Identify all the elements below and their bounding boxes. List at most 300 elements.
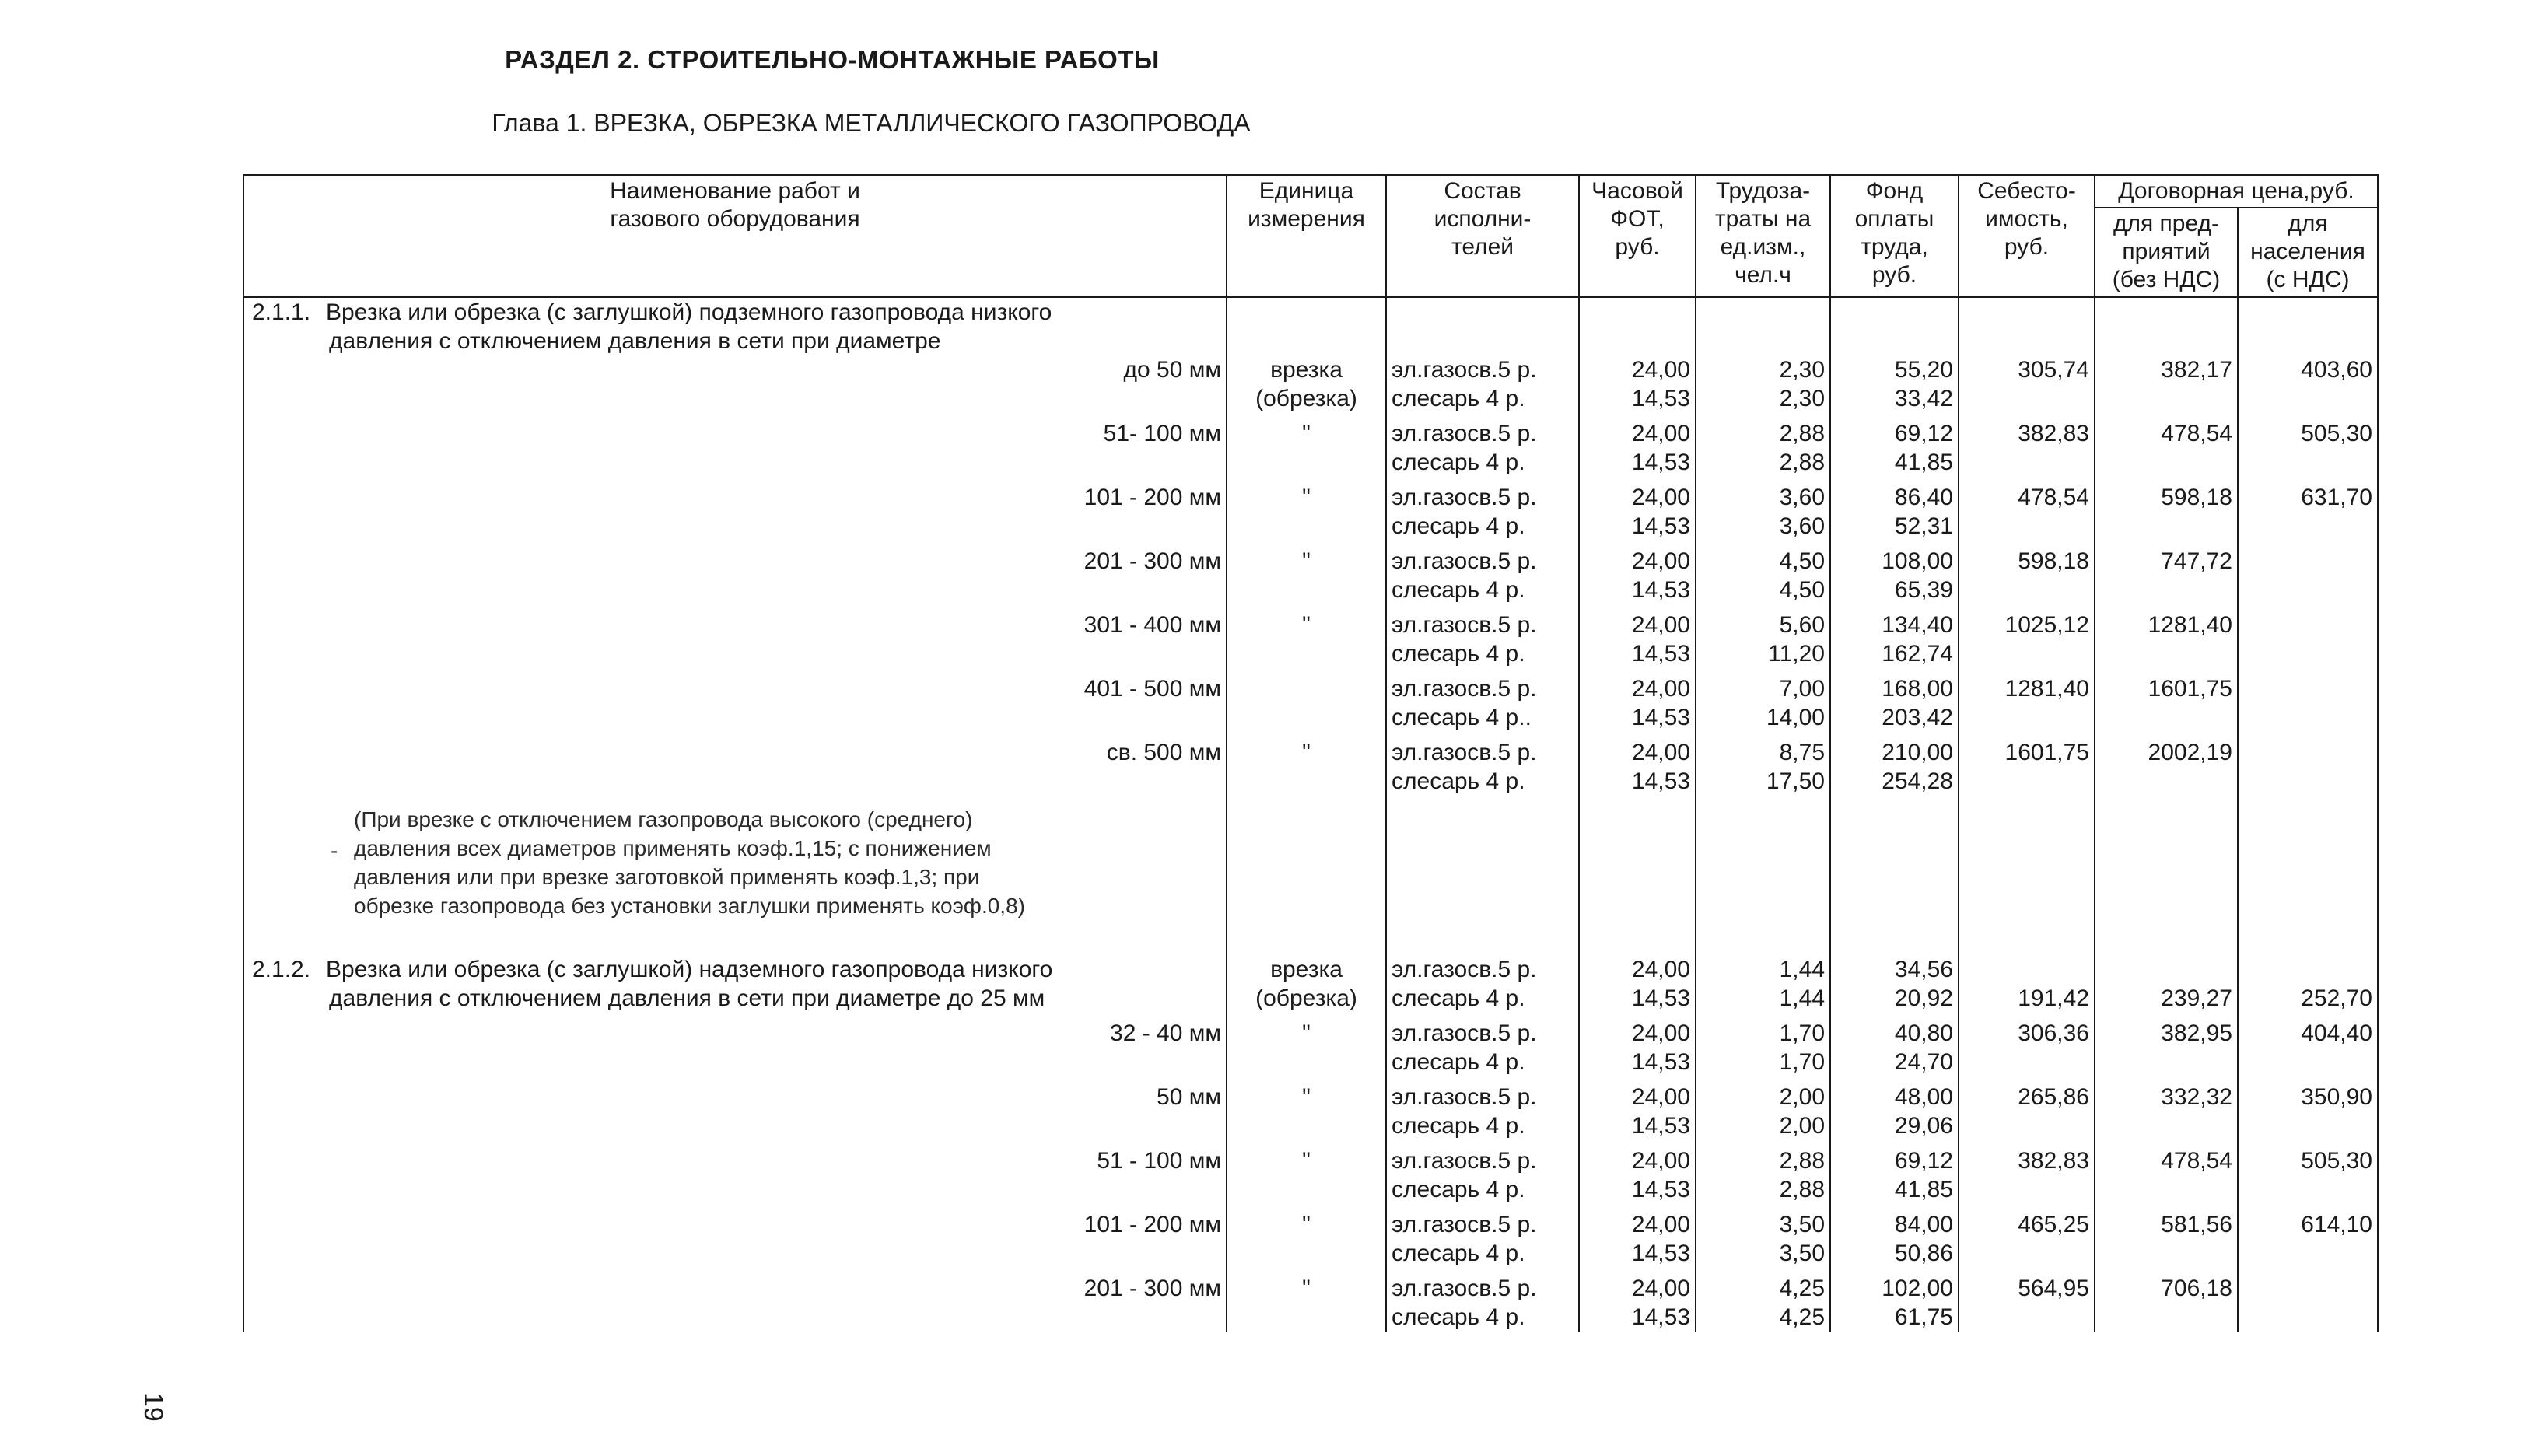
- spacer-cell: [1579, 1204, 1696, 1210]
- table-row: [243, 1274, 2378, 1332]
- labor-cell: [1696, 1210, 1830, 1268]
- fund-cell: [1830, 1210, 1959, 1268]
- cost-cell-line: 1025,12: [2004, 612, 2089, 638]
- labor-cell-line: 4,50: [1779, 577, 1825, 603]
- spacer-cell: [2238, 477, 2378, 483]
- population-price-cell: [2238, 419, 2378, 477]
- section-heading: [249, 298, 1221, 355]
- unit-cell: [1227, 949, 1386, 1013]
- workers-cell-line: слесарь 4 р.: [1392, 1177, 1525, 1202]
- empty-cell: [2095, 297, 2238, 356]
- population-price-cell: [2238, 611, 2378, 668]
- population-price-cell: [2238, 1274, 2378, 1332]
- page-number: 19: [138, 1392, 168, 1422]
- spacer-cell: [2095, 604, 2238, 611]
- spacer-cell: [1959, 1268, 2095, 1274]
- population-price-cell-line: 631,70: [2301, 485, 2372, 510]
- header-population: для населения (с НДС): [2238, 208, 2378, 297]
- spacer-cell: [1579, 413, 1696, 419]
- fund-cell: [1830, 1083, 1959, 1140]
- cost-cell-line: 1281,40: [2004, 676, 2089, 702]
- diameter-cell: [243, 1274, 1227, 1332]
- spacer-row: [243, 477, 2378, 483]
- coefficient-note: [249, 805, 1221, 920]
- labor-cell: [1696, 419, 1830, 477]
- spacer-cell: [1386, 1268, 1579, 1274]
- spacer-cell: [1696, 413, 1830, 419]
- table-row: [243, 419, 2378, 477]
- population-price-cell: [2238, 1210, 2378, 1268]
- population-price-cell-line: [2243, 1274, 2372, 1303]
- fund-cell-line: 102,00: [1882, 1276, 1953, 1301]
- spacer-cell: [243, 1204, 1227, 1210]
- diameter-cell-line: 51- 100 мм: [1103, 421, 1221, 446]
- enterprise-price-cell-line: 382,17: [2161, 357, 2232, 383]
- empty-cell: [1579, 796, 1696, 920]
- spacer-cell: [1227, 1076, 1386, 1083]
- spacer-cell: [1830, 1140, 1959, 1146]
- diameter-cell-line: 101 - 200 мм: [1083, 485, 1221, 510]
- spacer-cell: [1830, 1204, 1959, 1210]
- unit-cell-line: врезка: [1270, 957, 1343, 982]
- fund-cell-line: 20,92: [1894, 985, 1953, 1011]
- fund-cell-line: 69,12: [1894, 1148, 1953, 1174]
- spacer-cell: [1227, 1268, 1386, 1274]
- spacer-cell: [1579, 604, 1696, 611]
- table-row: [243, 738, 2378, 796]
- empty-cell: [1696, 796, 1830, 920]
- spacer-cell: [1830, 1013, 1959, 1019]
- header-enterprise: для пред- приятий (без НДС): [2095, 208, 2238, 297]
- fund-cell: [1830, 611, 1959, 668]
- hourly-cell-line: 14,53: [1631, 1241, 1690, 1266]
- header-hourly: Часовой ФОТ, руб.: [1579, 175, 1696, 297]
- diameter-cell: [243, 419, 1227, 477]
- fund-cell-line: 61,75: [1894, 1304, 1953, 1330]
- hourly-cell-line: 24,00: [1631, 676, 1690, 702]
- enterprise-price-cell: [2095, 419, 2238, 477]
- population-price-cell-line: [2243, 611, 2372, 639]
- workers-cell: [1386, 1210, 1579, 1268]
- labor-cell-line: 4,50: [1779, 548, 1825, 574]
- spacer-cell: [1386, 604, 1579, 611]
- diameter-cell: [243, 1019, 1227, 1076]
- spacer-row: [243, 732, 2378, 738]
- cost-cell: [1959, 1274, 2095, 1332]
- diameter-cell-line: 301 - 400 мм: [1083, 612, 1221, 638]
- spacer-cell: [1696, 1268, 1830, 1274]
- spacer-cell: [1227, 732, 1386, 738]
- unit-cell-line: ": [1302, 612, 1311, 638]
- spacer-cell: [2095, 920, 2238, 949]
- spacer-cell: [1959, 1013, 2095, 1019]
- unit-cell: [1227, 738, 1386, 796]
- cost-cell: [1959, 355, 2095, 413]
- population-price-cell: [2238, 1146, 2378, 1204]
- enterprise-price-cell-line: 239,27: [2161, 985, 2232, 1011]
- hourly-cell-line: 14,53: [1631, 641, 1690, 667]
- population-price-cell-line: 350,90: [2301, 1084, 2372, 1110]
- unit-cell-line: ": [1302, 1020, 1311, 1046]
- workers-cell-line: слесарь 4 р..: [1392, 705, 1532, 730]
- spacer-cell: [2238, 413, 2378, 419]
- table-row: [243, 1210, 2378, 1268]
- unit-cell: [1227, 674, 1386, 732]
- spacer-cell: [1696, 1013, 1830, 1019]
- labor-cell: [1696, 547, 1830, 604]
- diameter-cell-line: 201 - 300 мм: [1083, 548, 1221, 574]
- labor-cell: [1696, 1083, 1830, 1140]
- unit-cell: [1227, 1210, 1386, 1268]
- fund-cell: [1830, 1274, 1959, 1332]
- spacer-cell: [2238, 732, 2378, 738]
- note-row: [243, 796, 2378, 920]
- labor-cell-line: 1,44: [1779, 957, 1825, 982]
- labor-cell-line: 2,30: [1779, 357, 1825, 383]
- hourly-cell-line: 14,53: [1631, 1177, 1690, 1202]
- workers-cell: [1386, 483, 1579, 541]
- spacer-cell: [1696, 920, 1830, 949]
- diameter-cell-line: св. 500 мм: [1106, 740, 1221, 765]
- spacer-cell: [1227, 920, 1386, 949]
- unit-cell-line: [1232, 639, 1381, 668]
- spacer-cell: [1386, 1204, 1579, 1210]
- diameter-cell: [243, 1146, 1227, 1204]
- spacer-cell: [1959, 477, 2095, 483]
- enterprise-price-cell: [2095, 1019, 2238, 1076]
- spacer-cell: [243, 1140, 1227, 1146]
- spacer-cell: [1830, 477, 1959, 483]
- hourly-cell: [1579, 1146, 1696, 1204]
- enterprise-price-cell-line: 1601,75: [2148, 676, 2232, 702]
- hourly-cell-line: 14,53: [1631, 768, 1690, 794]
- labor-cell-line: 3,50: [1779, 1241, 1825, 1266]
- unit-cell-line: (обрезка): [1255, 386, 1357, 411]
- spacer-cell: [2095, 1013, 2238, 1019]
- section-number: 2.1.2.: [252, 957, 311, 982]
- unit-cell-line: [1232, 1239, 1381, 1268]
- spacer-cell: [1830, 920, 1959, 949]
- spacer-cell: [1959, 1204, 2095, 1210]
- fund-cell: [1830, 1019, 1959, 1076]
- table-row: [243, 547, 2378, 604]
- spacer-cell: [1696, 477, 1830, 483]
- unit-cell-line: ": [1302, 1148, 1311, 1174]
- fund-cell-line: 41,85: [1894, 1177, 1953, 1202]
- hourly-cell-line: 24,00: [1631, 1020, 1690, 1046]
- hourly-cell-line: 24,00: [1631, 1276, 1690, 1301]
- cost-cell-line: 306,36: [2018, 1020, 2089, 1046]
- workers-cell-line: слесарь 4 р.: [1392, 577, 1525, 603]
- workers-cell-line: эл.газосв.5 р.: [1392, 1084, 1537, 1110]
- labor-cell-line: 11,20: [1768, 641, 1825, 667]
- spacer-row: [243, 604, 2378, 611]
- hourly-cell: [1579, 611, 1696, 668]
- hourly-cell-line: 14,53: [1631, 1113, 1690, 1139]
- hourly-cell-line: 14,53: [1631, 386, 1690, 411]
- spacer-cell: [2238, 604, 2378, 611]
- section-line1: Врезка или обрезка (с заглушкой) надземного газопровода низкого: [326, 957, 1053, 982]
- unit-cell: [1227, 611, 1386, 668]
- enterprise-price-cell: [2095, 1210, 2238, 1268]
- spacer-cell: [2095, 1204, 2238, 1210]
- hourly-cell-line: 24,00: [1631, 957, 1690, 982]
- fund-cell-line: 69,12: [1894, 421, 1953, 446]
- workers-cell: [1386, 355, 1579, 413]
- fund-cell: [1830, 419, 1959, 477]
- diameter-cell: [243, 1210, 1227, 1268]
- spacer-cell: [2095, 541, 2238, 547]
- labor-cell: [1696, 355, 1830, 413]
- workers-cell: [1386, 1083, 1579, 1140]
- header-composition: Состав исполни- телей: [1386, 175, 1579, 297]
- labor-cell-line: 5,60: [1779, 612, 1825, 638]
- fund-cell: [1830, 738, 1959, 796]
- labor-cell-line: 2,88: [1779, 421, 1825, 446]
- spacer-cell: [2238, 1013, 2378, 1019]
- hourly-cell: [1579, 1210, 1696, 1268]
- spacer-cell: [1227, 477, 1386, 483]
- labor-cell-line: 17,50: [1766, 768, 1825, 794]
- enterprise-price-cell-line: 1281,40: [2148, 612, 2232, 638]
- empty-cell: [1579, 297, 1696, 356]
- cost-cell-line: 382,83: [2018, 1148, 2089, 1174]
- spacer-cell: [1386, 1076, 1579, 1083]
- note-line: давления всех диаметров применять коэф.1,15; с понижением: [354, 836, 992, 860]
- diameter-cell-line: 201 - 300 мм: [1083, 1276, 1221, 1301]
- spacer-cell: [2095, 1268, 2238, 1274]
- section-number: 2.1.1.: [252, 299, 311, 325]
- spacer-cell: [1830, 668, 1959, 674]
- spacer-cell: [1386, 1013, 1579, 1019]
- workers-cell-line: эл.газосв.5 р.: [1392, 1020, 1537, 1046]
- note-cell: [243, 796, 1227, 920]
- labor-cell-line: 8,75: [1779, 740, 1825, 765]
- hourly-cell-line: 14,53: [1631, 705, 1690, 730]
- spacer-cell: [1959, 541, 2095, 547]
- cost-cell-line: 465,25: [2018, 1212, 2089, 1237]
- hourly-cell: [1579, 674, 1696, 732]
- labor-cell-line: 2,88: [1779, 1148, 1825, 1174]
- spacer-cell: [1959, 413, 2095, 419]
- header-name: Наименование работ и газового оборудования: [243, 175, 1227, 297]
- labor-cell-line: 3,50: [1779, 1212, 1825, 1237]
- unit-cell-line: [1232, 576, 1381, 604]
- fund-cell: [1830, 547, 1959, 604]
- labor-cell-line: 2,30: [1779, 386, 1825, 411]
- enterprise-price-cell-line: 478,54: [2161, 1148, 2232, 1174]
- cost-cell: [1959, 547, 2095, 604]
- hourly-cell: [1579, 1274, 1696, 1332]
- population-price-cell: [2238, 483, 2378, 541]
- spacer-cell: [1579, 668, 1696, 674]
- spacer-cell: [1227, 1013, 1386, 1019]
- population-price-cell-line: [2243, 674, 2372, 703]
- spacer-cell: [243, 1076, 1227, 1083]
- fund-cell-line: 134,40: [1882, 612, 1953, 638]
- unit-cell-line: [1232, 1048, 1381, 1076]
- enterprise-price-cell: [2095, 674, 2238, 732]
- empty-cell: [1830, 796, 1959, 920]
- header-labor: Трудоза- траты на ед.изм., чел.ч: [1696, 175, 1830, 297]
- fund-cell-line: 65,39: [1894, 577, 1953, 603]
- unit-cell-line: (обрезка): [1255, 985, 1357, 1011]
- workers-cell-line: слесарь 4 р.: [1392, 450, 1525, 475]
- workers-cell: [1386, 419, 1579, 477]
- diameter-cell-line: 51 - 100 мм: [1097, 1148, 1221, 1174]
- spacer-cell: [2238, 668, 2378, 674]
- unit-cell-line: ": [1302, 740, 1311, 765]
- table-row: [243, 949, 2378, 1013]
- cost-cell: [1959, 1083, 2095, 1140]
- spacer-cell: [1959, 604, 2095, 611]
- unit-cell-line: ": [1302, 421, 1311, 446]
- hourly-cell: [1579, 483, 1696, 541]
- cost-cell-line: 265,86: [2018, 1084, 2089, 1110]
- chapter-title: Глава 1. ВРЕЗКА, ОБРЕЗКА МЕТАЛЛИЧЕСКОГО ГАЗОПРОВОДА: [492, 109, 1251, 137]
- spacer-cell: [2095, 413, 2238, 419]
- labor-cell: [1696, 1019, 1830, 1076]
- empty-cell: [1959, 297, 2095, 356]
- hourly-cell-line: 14,53: [1631, 450, 1690, 475]
- spacer-cell: [1227, 668, 1386, 674]
- workers-cell-line: слесарь 4 р.: [1392, 641, 1525, 667]
- hourly-cell: [1579, 419, 1696, 477]
- spacer-row: [243, 1268, 2378, 1274]
- spacer-cell: [243, 920, 1227, 949]
- spacer-cell: [1386, 413, 1579, 419]
- labor-cell-line: 3,60: [1779, 513, 1825, 539]
- enterprise-price-cell-line: 332,32: [2161, 1084, 2232, 1110]
- spacer-row: [243, 1204, 2378, 1210]
- hourly-cell-line: 24,00: [1631, 548, 1690, 574]
- fund-cell-line: 86,40: [1894, 485, 1953, 510]
- enterprise-price-cell: [2095, 1083, 2238, 1140]
- workers-cell: [1386, 1019, 1579, 1076]
- section-title-cell: [243, 297, 1227, 356]
- fund-cell-line: 33,42: [1894, 386, 1953, 411]
- workers-cell-line: слесарь 4 р.: [1392, 985, 1525, 1011]
- spacer-cell: [1579, 541, 1696, 547]
- table-row: [243, 1146, 2378, 1204]
- hourly-cell-line: 14,53: [1631, 513, 1690, 539]
- spacer-cell: [243, 413, 1227, 419]
- workers-cell-line: эл.газосв.5 р.: [1392, 1212, 1537, 1237]
- labor-cell: [1696, 483, 1830, 541]
- spacer-cell: [1696, 1140, 1830, 1146]
- unit-cell: [1227, 1083, 1386, 1140]
- fund-cell-line: 52,31: [1894, 513, 1953, 539]
- labor-cell-line: 4,25: [1779, 1304, 1825, 1330]
- spacer-cell: [1579, 1268, 1696, 1274]
- cost-cell-line: 305,74: [2018, 357, 2089, 383]
- table-row: [243, 355, 2378, 413]
- labor-cell-line: 3,60: [1779, 485, 1825, 510]
- spacer-row: [243, 668, 2378, 674]
- hourly-cell: [1579, 949, 1696, 1013]
- workers-cell-line: слесарь 4 р.: [1392, 1241, 1525, 1266]
- unit-cell: [1227, 1146, 1386, 1204]
- diameter-cell-line: 101 - 200 мм: [1083, 1212, 1221, 1237]
- empty-cell: [1227, 297, 1386, 356]
- fund-cell-line: 84,00: [1894, 1212, 1953, 1237]
- enterprise-price-cell: [2095, 738, 2238, 796]
- diameter-cell: [243, 611, 1227, 668]
- unit-cell-line: ": [1302, 548, 1311, 574]
- unit-cell-line: врезка: [1270, 357, 1343, 383]
- workers-cell-line: эл.газосв.5 р.: [1392, 612, 1537, 638]
- unit-cell-line: [1232, 448, 1381, 477]
- spacer-cell: [1227, 1204, 1386, 1210]
- cost-cell: [1959, 419, 2095, 477]
- section-heading: [249, 955, 1221, 1013]
- spacer-cell: [2095, 668, 2238, 674]
- spacer-cell: [1696, 1076, 1830, 1083]
- labor-cell: [1696, 1274, 1830, 1332]
- hourly-cell: [1579, 1019, 1696, 1076]
- hourly-cell: [1579, 738, 1696, 796]
- population-price-cell-line: 404,40: [2301, 1020, 2372, 1046]
- section-header-row: [243, 297, 2378, 356]
- workers-cell-line: слесарь 4 р.: [1392, 513, 1525, 539]
- cost-cell-line: 478,54: [2018, 485, 2089, 510]
- unit-cell: [1227, 355, 1386, 413]
- hourly-cell-line: 24,00: [1631, 1212, 1690, 1237]
- enterprise-price-cell: [2095, 1274, 2238, 1332]
- population-price-cell: [2238, 355, 2378, 413]
- empty-cell: [2238, 796, 2378, 920]
- population-price-cell-line: 614,10: [2301, 1212, 2372, 1237]
- spacer-cell: [1386, 1140, 1579, 1146]
- spacer-cell: [1830, 1076, 1959, 1083]
- unit-cell-line: ": [1302, 1276, 1311, 1301]
- spacer-cell: [2238, 1076, 2378, 1083]
- population-price-cell: [2238, 674, 2378, 732]
- enterprise-price-cell-line: 382,95: [2161, 1020, 2232, 1046]
- fund-cell-line: 48,00: [1894, 1084, 1953, 1110]
- spacer-cell: [1696, 668, 1830, 674]
- hourly-cell-line: 24,00: [1631, 740, 1690, 765]
- table-row: [243, 483, 2378, 541]
- fund-cell-line: 34,56: [1894, 957, 1953, 982]
- section-line2: давления с отключением давления в сети при диаметре: [329, 328, 941, 354]
- enterprise-price-cell-line: 478,54: [2161, 421, 2232, 446]
- table-row: [243, 611, 2378, 668]
- spacer-cell: [243, 1013, 1227, 1019]
- spacer-cell: [1696, 541, 1830, 547]
- unit-cell-line: [1232, 703, 1381, 732]
- cost-cell-line: 382,83: [2018, 421, 2089, 446]
- workers-cell-line: эл.газосв.5 р.: [1392, 357, 1537, 383]
- fund-cell: [1830, 483, 1959, 541]
- workers-cell-line: слесарь 4 р.: [1392, 1113, 1525, 1139]
- enterprise-price-cell-line: 747,72: [2161, 548, 2232, 574]
- hourly-cell-line: 14,53: [1631, 985, 1690, 1011]
- hourly-cell-line: 24,00: [1631, 612, 1690, 638]
- fund-cell-line: 210,00: [1882, 740, 1953, 765]
- section-line2: давления с отключением давления в сети при диаметре до 25 мм: [329, 985, 1045, 1011]
- spacer-cell: [2238, 541, 2378, 547]
- fund-cell-line: 203,42: [1882, 705, 1953, 730]
- labor-cell-line: 1,70: [1779, 1020, 1825, 1046]
- workers-cell-line: эл.газосв.5 р.: [1392, 957, 1537, 982]
- enterprise-price-cell: [2095, 1146, 2238, 1204]
- workers-cell-line: слесарь 4 р.: [1392, 1049, 1525, 1075]
- spacer-cell: [2095, 1076, 2238, 1083]
- spacer-cell: [2238, 1268, 2378, 1274]
- empty-cell: [2095, 796, 2238, 920]
- cost-cell: [1959, 674, 2095, 732]
